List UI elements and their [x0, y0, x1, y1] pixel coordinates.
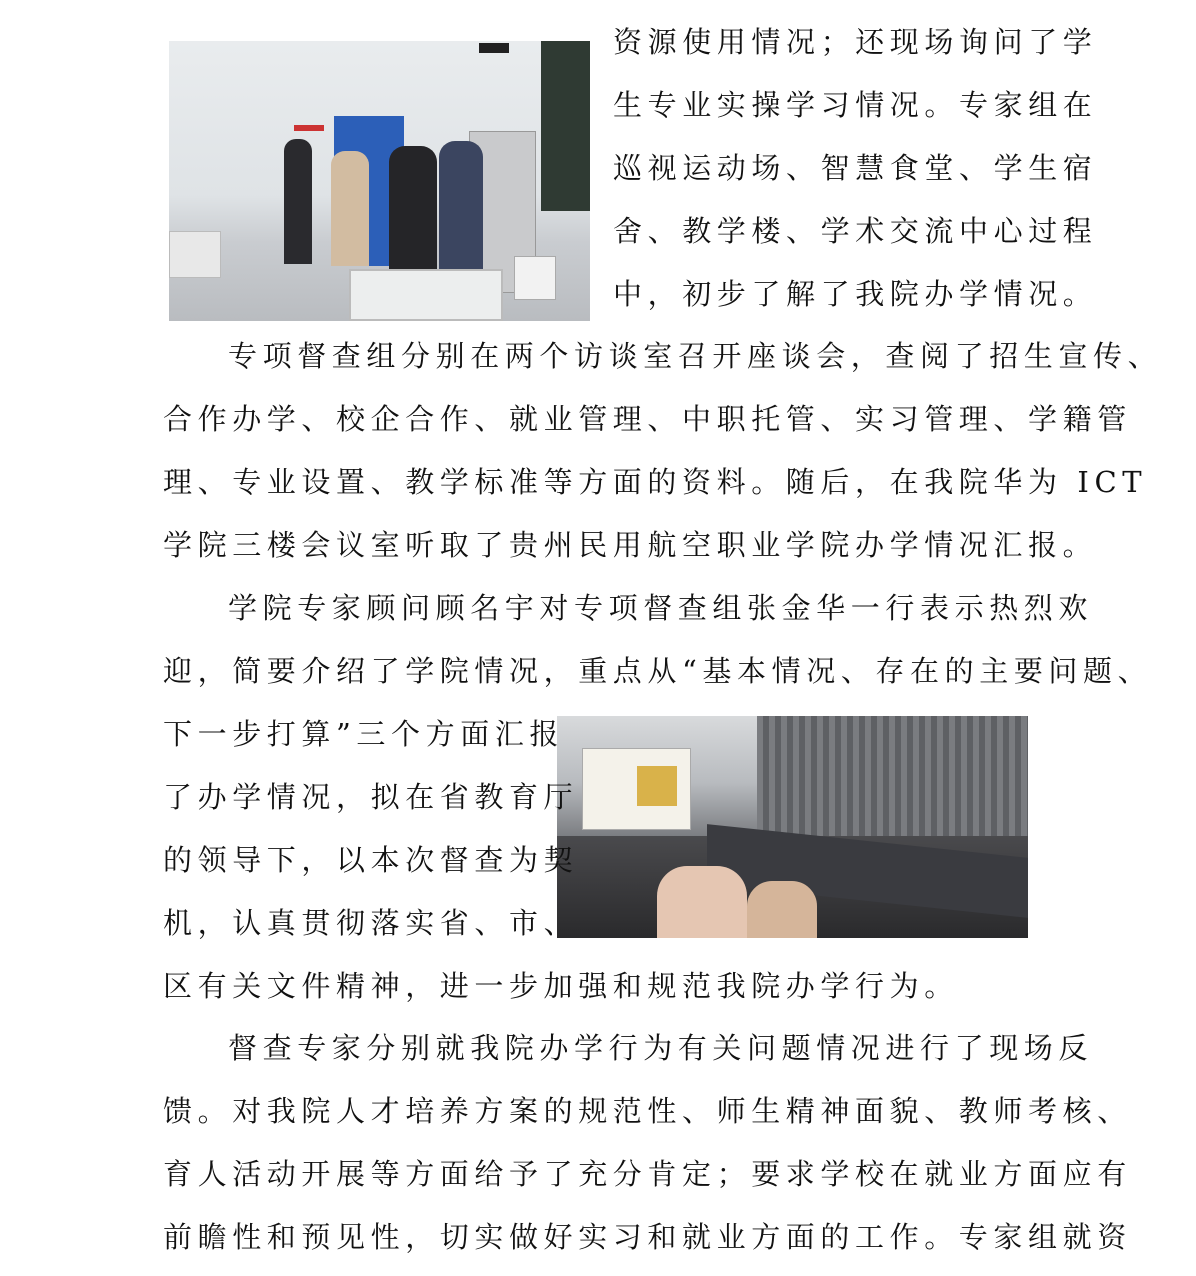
- text-line: 理、专业设置、教学标准等方面的资料。随后，在我院华为 ICT: [163, 465, 1148, 499]
- text-line: 馈。对我院人才培养方案的规范性、师生精神面貌、教师考核、: [163, 1094, 1132, 1128]
- text-line: 巡视运动场、智慧食堂、学生宿: [613, 151, 1098, 185]
- text-line: 合作办学、校企合作、就业管理、中职托管、实习管理、学籍管: [163, 402, 1132, 436]
- photo-experts-inspecting-classroom: [169, 41, 590, 321]
- text-line: 区有关文件精神，进一步加强和规范我院办学行为。: [163, 969, 959, 1003]
- text-line: 督查专家分别就我院办学行为有关问题情况进行了现场反: [228, 1031, 1094, 1065]
- text-line: 育人活动开展等方面给予了充分肯定；要求学校在就业方面应有: [163, 1157, 1132, 1191]
- text-line: 迎，简要介绍了学院情况，重点从“基本情况、存在的主要问题、: [163, 654, 1153, 688]
- text-line: 专项督查组分别在两个访谈室召开座谈会，查阅了招生宣传、: [228, 339, 1163, 373]
- text-line: 生专业实操学习情况。专家组在: [613, 88, 1098, 122]
- text-line: 学院三楼会议室听取了贵州民用航空职业学院办学情况汇报。: [163, 528, 1098, 562]
- text-line: 机，认真贯彻落实省、市、: [163, 906, 579, 940]
- text-line: 了办学情况，拟在省教育厅: [163, 780, 579, 814]
- text-line: 中，初步了解了我院办学情况。: [613, 277, 1098, 311]
- text-line: 舍、教学楼、学术交流中心过程: [613, 214, 1098, 248]
- text-line: 学院专家顾问顾名宇对专项督查组张金华一行表示热烈欢: [228, 591, 1094, 625]
- text-line: 的领导下，以本次督查为契: [163, 843, 579, 877]
- text-line: 下一步打算”三个方面汇报: [163, 717, 565, 751]
- text-line: 前瞻性和预见性，切实做好实习和就业方面的工作。专家组就资: [163, 1220, 1132, 1254]
- photo-meeting-room-report: [557, 716, 1028, 938]
- text-line: 资源使用情况；还现场询问了学: [613, 25, 1098, 59]
